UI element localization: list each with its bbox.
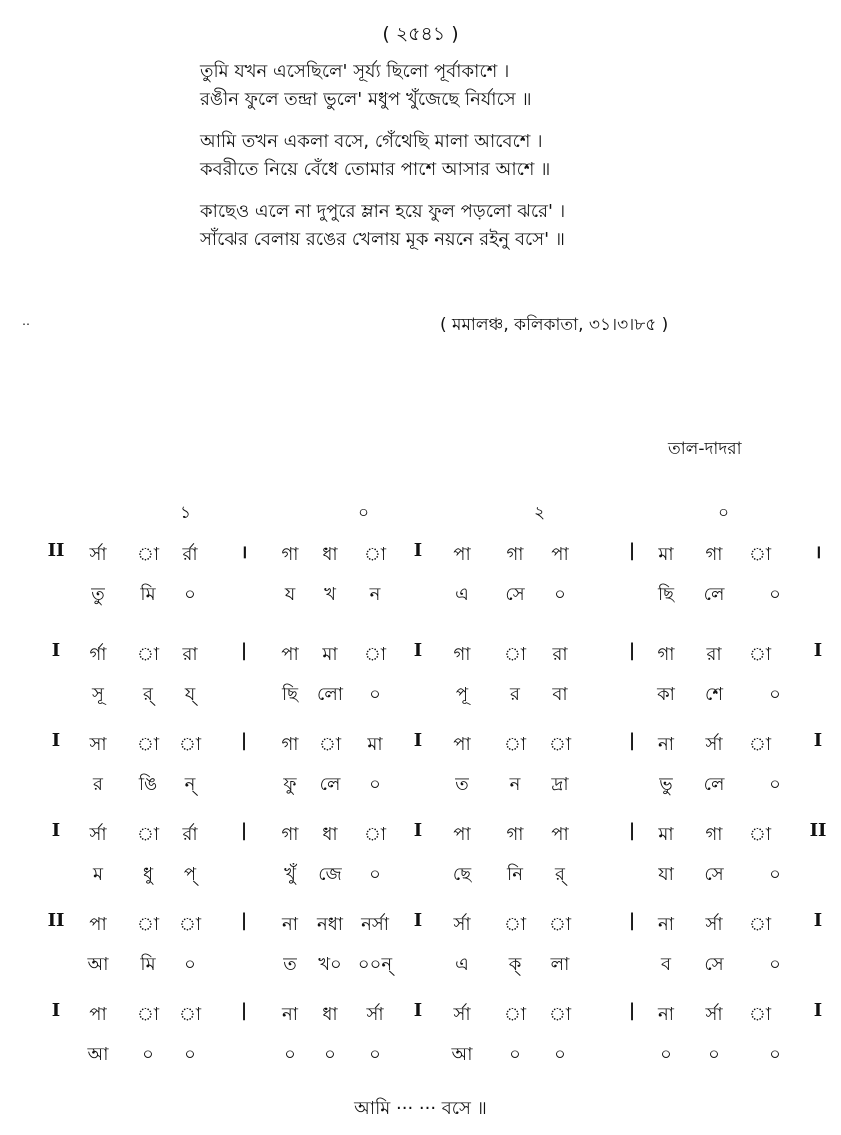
taal-label: তাল-দাদরা [668,439,742,459]
lyric-syllable: কা [657,684,675,705]
swara-note: া [548,1004,572,1025]
swara-note: না [658,734,674,755]
poem-stanza [200,58,760,114]
swara-note: া [363,544,387,565]
lyric-syllable: ০ [769,1044,781,1065]
swara-note: ধা [322,824,338,845]
swara-note: র্সা [366,1004,384,1025]
closing-line: আমি ··· ··· বসে ॥ [354,1098,487,1119]
lyric-syllable: ০ [708,1044,720,1065]
lyric-syllable: ০ [660,1044,672,1065]
lyric-syllable: ০ [284,1044,296,1065]
swara-note: া [503,644,527,665]
swara-note: া [748,734,772,755]
swara-note: না [658,1004,674,1025]
lyric-syllable: সে [704,864,724,885]
notation-row [0,540,841,620]
bar-line: I [51,1000,61,1021]
lyric-syllable: সূ [92,684,104,705]
bar-line: | [240,820,248,841]
swara-note: া [363,644,387,665]
lyric-syllable: ০ [142,1044,154,1065]
lyric-syllable: ন্ [184,774,196,795]
lyric-syllable: র্ [555,864,565,885]
swara-note: া [503,914,527,935]
lyric-syllable: ০ [369,774,381,795]
lyric-syllable: জে [318,864,342,885]
swara-note: পা [551,544,569,565]
lyric-syllable: ০ [769,774,781,795]
lyric-syllable: ০ [769,584,781,605]
swara-note: া [548,914,572,935]
bar-line: I [413,820,423,841]
swara-note: া [318,734,342,755]
swara-note: গা [281,824,299,845]
lyric-syllable: ছে [452,864,472,885]
swara-note: মা [322,644,338,665]
lyric-syllable: লে [703,584,725,605]
lyric-syllable: ০ [509,1044,521,1065]
lyric-syllable: ০ [184,954,196,975]
lyric-syllable: র [510,684,520,705]
lyric-syllable: দ্রা [551,774,569,795]
swara-note: পা [89,914,107,935]
swara-note: র্সা [89,824,107,845]
bar-line: | [628,910,636,931]
lyric-syllable: ফু [283,774,297,795]
lyric-syllable: খ [324,584,336,605]
bar-line: I [813,640,823,661]
notation-row [0,820,841,900]
bar-line: | [240,730,248,751]
swara-note: না [282,914,298,935]
swara-note: পা [453,734,471,755]
swara-note: পা [281,644,299,665]
bar-line: I [813,1000,823,1021]
poem-stanza [200,198,760,254]
bar-line: | [628,820,636,841]
lyric-syllable: ০ [554,1044,566,1065]
bar-line: | [240,640,248,661]
swara-note: া [363,824,387,845]
swara-note: া [748,824,772,845]
swara-note: া [748,544,772,565]
lyric-syllable: আ [451,1044,473,1065]
bar-line: I [413,730,423,751]
source-citation: ( মমালঞ্চ, কলিকাতা, ৩১।৩।৮৫ ) [440,315,669,335]
swara-note: া [136,734,160,755]
lyric-syllable: যা [658,864,674,885]
lyric-syllable: র [93,774,103,795]
beat-markers [0,500,841,530]
swara-note: গা [281,544,299,565]
lyric-syllable: ০০ন্ [357,954,393,975]
bar-line: I [51,730,61,751]
lyric-syllable: সে [505,584,525,605]
swara-note: া [748,644,772,665]
lyric-syllable: ০ [769,864,781,885]
lyric-syllable: ত [455,774,469,795]
lyric-syllable: ঙি [138,774,158,795]
bar-line: | [628,640,636,661]
lyric-syllable: লে [703,774,725,795]
poem-line: রঙীন ফুলে তন্দ্রা ভুলে' মধুপ খুঁজেছে নির্যাসে ॥ [200,89,532,110]
lyric-syllable: ০ [369,684,381,705]
poem-stanza [200,128,760,184]
swara-note: মা [367,734,383,755]
swara-note: পা [453,544,471,565]
swara-note: গা [506,544,524,565]
swara-note: পা [551,824,569,845]
swara-note: া [748,1004,772,1025]
bar-line: | [628,540,636,561]
bar-line: II [809,820,827,841]
swara-note: া [178,914,202,935]
swara-note: গা [705,544,723,565]
lyric-syllable: ম [93,864,103,885]
bar-line: II [47,910,65,931]
notation-row [0,730,841,810]
swara-note: না [282,1004,298,1025]
swara-note: া [136,914,160,935]
poem-line: আমি তখন একলা বসে, গেঁথেছি মালা আবেশে । [200,131,543,152]
lyric-syllable: এ [455,954,469,975]
lyric-syllable: য [284,584,296,605]
swara-note: মা [658,544,674,565]
swara-note: র্রা [182,824,198,845]
bar-line: II [47,540,65,561]
poem-line: তুমি যখন এসেছিলে' সূর্য্য ছিলো পূর্বাকাশে । [200,61,510,82]
lyric-syllable: য্ [184,684,196,705]
swara-note: া [178,734,202,755]
swara-note: নর্সা [361,914,389,935]
lyric-syllable: বা [552,684,568,705]
bar-line: । [240,542,248,563]
lyric-syllable: শে [705,684,723,705]
swara-note: া [136,824,160,845]
lyric-syllable: সে [704,954,724,975]
swara-note: রা [552,644,568,665]
swara-note: গা [705,824,723,845]
lyric-syllable: তু [91,584,105,605]
bar-line: | [628,1000,636,1021]
swara-note: গা [506,824,524,845]
swara-note: র্সা [705,734,723,755]
lyric-syllable: খ০ [318,954,342,975]
bar-line: I [813,730,823,751]
swara-note: ধা [322,1004,338,1025]
swara-note: ধা [322,544,338,565]
bar-line: I [51,820,61,841]
beat-marker: ২ [534,503,546,523]
bar-line: I [413,640,423,661]
swara-note: গা [453,644,471,665]
page-number: ( ২৫৪১ ) [382,23,459,45]
notation-row [0,1000,841,1080]
lyric-syllable: ০ [184,1044,196,1065]
swara-note: া [503,734,527,755]
bar-line: I [51,640,61,661]
lyric-syllable: মি [140,954,156,975]
swara-note: সা [89,734,107,755]
swara-note: গা [657,644,675,665]
swara-note: া [548,734,572,755]
bar-line: I [413,910,423,931]
swara-note: র্সা [89,544,107,565]
swara-note: র্গা [89,644,107,665]
swara-note: পা [89,1004,107,1025]
lyric-syllable: র্ [143,684,153,705]
bar-line: I [413,540,423,561]
lyric-syllable: আ [87,1044,109,1065]
bar-line: | [628,730,636,751]
lyric-syllable: ধু [142,864,154,885]
lyric-syllable: ন [369,584,381,605]
beat-marker: ০ [358,503,370,523]
lyric-syllable: নি [507,864,523,885]
swara-note: মা [658,824,674,845]
notation-row [0,640,841,720]
lyric-syllable: ভু [659,774,673,795]
lyric-syllable: মি [140,584,156,605]
lyric-syllable: খুঁ [284,864,296,885]
swara-note: র্সা [453,1004,471,1025]
poem-line: কবরীতে নিয়ে বেঁধে তোমার পাশে আসার আশে ॥ [200,159,551,180]
swara-note: র্সা [453,914,471,935]
swara-note: া [503,1004,527,1025]
lyric-syllable: ত [283,954,297,975]
swara-note: র্রা [182,544,198,565]
lyric-syllable: আ [87,954,109,975]
lyric-syllable: এ [455,584,469,605]
stray-mark: ‥ [22,314,33,328]
lyric-syllable: লা [550,954,570,975]
lyric-syllable: ছি [281,684,299,705]
swara-note: রা [706,644,722,665]
bar-line: | [240,1000,248,1021]
lyric-syllable: ০ [184,584,196,605]
notation-row [0,910,841,990]
swara-note: া [178,1004,202,1025]
swara-note: া [136,644,160,665]
swara-note: র্সা [705,914,723,935]
lyric-syllable: লো [317,684,343,705]
lyric-syllable: ০ [324,1044,336,1065]
poem-line: সাঁঝের বেলায় রঙের খেলায় মূক নয়নে রইনু বসে' ॥ [200,229,565,250]
lyric-syllable: ০ [554,584,566,605]
swara-note: গা [281,734,299,755]
poem-line: কাছেও এলে না দুপুরে ম্লান হয়ে ফুল পড়লো ঝরে' । [200,201,566,222]
bar-line: । [814,542,822,563]
bar-line: | [240,910,248,931]
swara-note: পা [453,824,471,845]
lyric-syllable: ০ [369,864,381,885]
lyric-syllable: পূ [455,684,469,705]
beat-marker: ০ [718,503,730,523]
beat-marker: ১ [180,503,192,523]
lyric-syllable: ০ [369,1044,381,1065]
lyric-syllable: ০ [769,954,781,975]
swara-note: া [136,1004,160,1025]
bar-line: I [413,1000,423,1021]
swara-note: া [748,914,772,935]
lyric-syllable: ক্ [508,954,522,975]
lyric-syllable: প্ [183,864,197,885]
lyric-syllable: লে [319,774,341,795]
lyric-syllable: ব [660,954,672,975]
swara-note: া [136,544,160,565]
lyric-syllable: ন [509,774,521,795]
bar-line: I [813,910,823,931]
swara-note: না [658,914,674,935]
lyric-syllable: ছি [657,584,675,605]
lyric-syllable: ০ [769,684,781,705]
swara-note: র্সা [705,1004,723,1025]
swara-note: রা [182,644,198,665]
swara-note: নধা [316,914,344,935]
poem-text [200,58,760,268]
